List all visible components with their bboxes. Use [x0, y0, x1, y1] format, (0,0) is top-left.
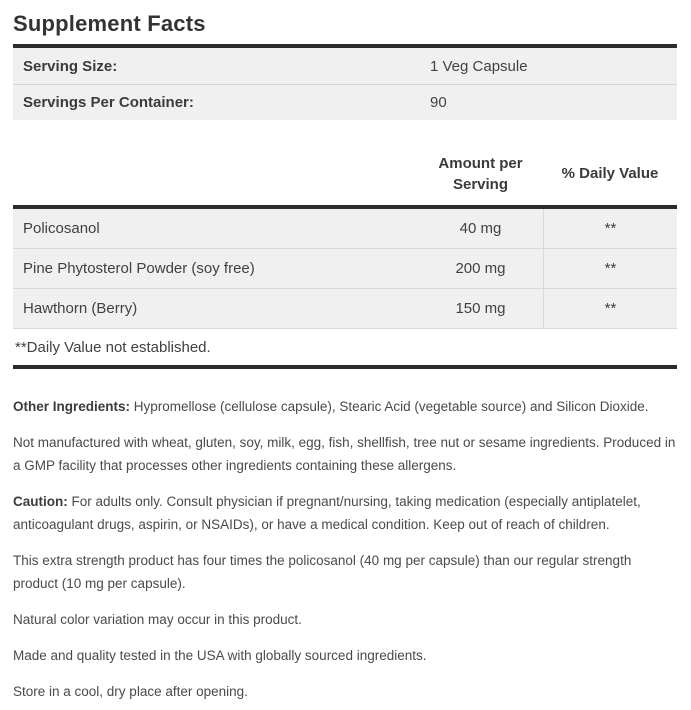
- other-ingredients-text: Hypromellose (cellulose capsule), Stearic Acid (vegetable source) and Silicon Dioxide.: [130, 399, 649, 414]
- page-title: Supplement Facts: [13, 11, 206, 36]
- made-in-usa-paragraph: [13, 644, 677, 667]
- serving-info-section: [13, 48, 677, 120]
- ingredient-name: Hawthorn (Berry): [23, 300, 138, 317]
- servings-per-container-value: 90: [430, 94, 447, 111]
- other-ingredients-label: Other Ingredients:: [13, 399, 131, 414]
- allergen-paragraph: [13, 431, 677, 477]
- details-section: [13, 395, 677, 703]
- ingredient-amount: 40 mg: [459, 220, 502, 237]
- strength-paragraph: [13, 549, 677, 595]
- daily-value-header: % Daily Value: [561, 165, 659, 182]
- color-variation-text: Natural color variation may occur in this product.: [13, 612, 302, 627]
- ingredient-daily-value: **: [543, 249, 677, 288]
- caution-paragraph: [13, 490, 677, 536]
- color-variation-paragraph: [13, 608, 677, 631]
- made-in-usa-text: Made and quality tested in the USA with globally sourced ingredients.: [13, 648, 427, 663]
- storage-text: Store in a cool, dry place after opening.: [13, 684, 248, 699]
- other-ingredients-paragraph: [13, 395, 677, 418]
- ingredient-daily-value: **: [543, 289, 677, 328]
- ingredient-daily-value: **: [543, 209, 677, 248]
- storage-paragraph: [13, 680, 677, 703]
- table-row: [13, 209, 677, 249]
- table-row: [13, 289, 677, 329]
- caution-text: For adults only. Consult physician if pregnant/nursing, taking medication (especially antiplatelet, anticoagulant drugs, aspirin, or NSAIDs), or have a medical condition. Keep out of reach of children.: [13, 494, 641, 532]
- amount-per-serving-header: Amount per Serving: [438, 154, 523, 193]
- servings-per-container-row: [13, 84, 677, 120]
- table-row: [13, 249, 677, 289]
- nutrient-table: [13, 120, 677, 369]
- allergen-text: Not manufactured with wheat, gluten, soy, milk, egg, fish, shellfish, tree nut or sesame ingredients. Produced in a GMP facility that processes other ingredients containing these allergens.: [13, 435, 676, 473]
- caution-label: Caution:: [13, 494, 68, 509]
- serving-size-value: 1 Veg Capsule: [430, 57, 528, 75]
- bottom-rule-bar: [13, 365, 677, 369]
- serving-size-row: [13, 48, 677, 84]
- serving-size-label: Serving Size:: [23, 57, 118, 75]
- ingredient-name: Pine Phytosterol Powder (soy free): [23, 260, 255, 277]
- nutrient-table-header: [13, 120, 677, 205]
- ingredient-amount: 150 mg: [455, 300, 506, 317]
- daily-value-footnote: **Daily Value not established.: [13, 329, 677, 365]
- servings-per-container-label: Servings Per Container:: [23, 94, 194, 111]
- strength-text: This extra strength product has four times the policosanol (40 mg per capsule) than our regular strength product (10 mg per capsule).: [13, 553, 632, 591]
- ingredient-amount: 200 mg: [455, 260, 506, 277]
- ingredient-name: Policosanol: [23, 220, 100, 237]
